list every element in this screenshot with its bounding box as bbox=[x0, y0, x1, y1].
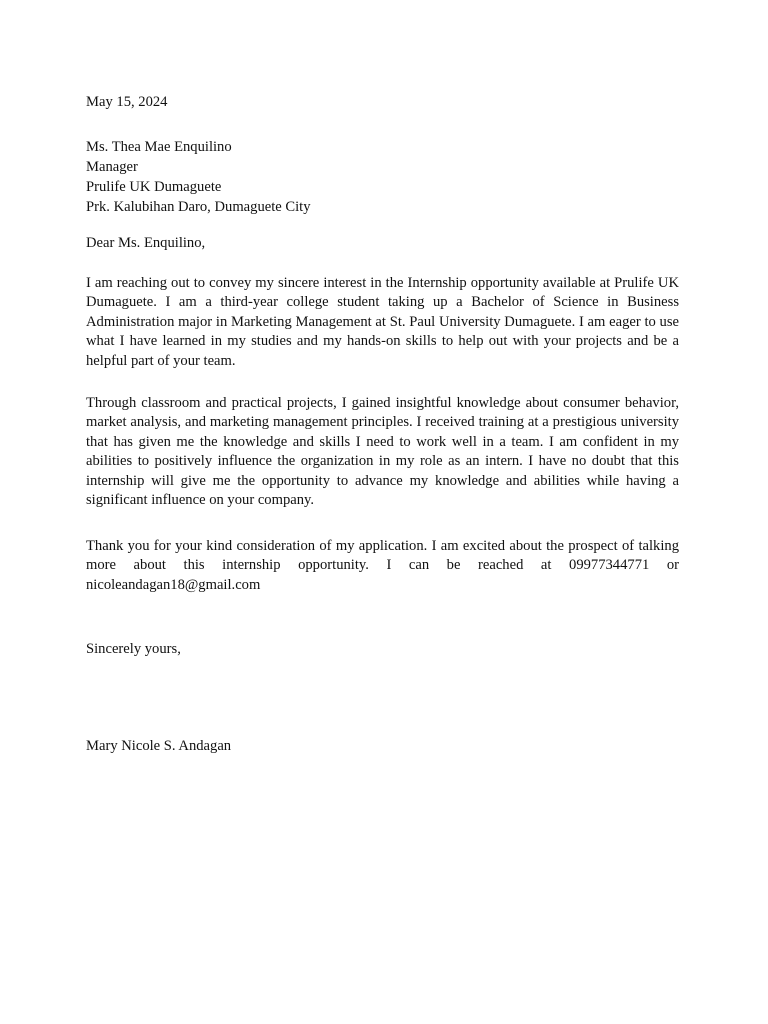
recipient-title: Manager bbox=[86, 159, 138, 175]
recipient-block bbox=[86, 137, 311, 217]
body-paragraph-2: Through classroom and practical projects, I gained insightful knowledge about consumer behavior, market analysis, and marketing management principles. I received training at a prestigious university that has given me the knowledge and skills I need to work well in a team. I am confident in my abilities to positively influence the organization in my role as an intern. I have no doubt that this internship will give me the opportunity to advance my knowledge and abilities while having a significant influence on your company. bbox=[86, 395, 679, 509]
letter-date: May 15, 2024 bbox=[86, 94, 168, 110]
signature-name: Mary Nicole S. Andagan bbox=[86, 738, 232, 754]
recipient-company: Prulife UK Dumaguete bbox=[86, 179, 222, 195]
salutation: Dear Ms. Enquilino, bbox=[86, 235, 206, 251]
closing: Sincerely yours, bbox=[86, 641, 181, 657]
recipient-address: Prk. Kalubihan Daro, Dumaguete City bbox=[86, 199, 311, 215]
recipient-name: Ms. Thea Mae Enquilino bbox=[86, 139, 232, 155]
body-paragraph-3: Thank you for your kind consideration of my application. I am excited about the prospect of talking more about this internship opportunity. I can be reached at 09977344771 or nicoleandagan18@gmail.com bbox=[86, 538, 679, 593]
body-paragraph-1: I am reaching out to convey my sincere interest in the Internship opportunity available at Prulife UK Dumaguete. I am a third-year college student taking up a Bachelor of Science in Business Administration major in Marketing Management at St. Paul University Dumaguete. I am eager to use what I have learned in my studies and my hands-on skills to help out with your projects and be a helpful part of your team. bbox=[86, 275, 679, 369]
